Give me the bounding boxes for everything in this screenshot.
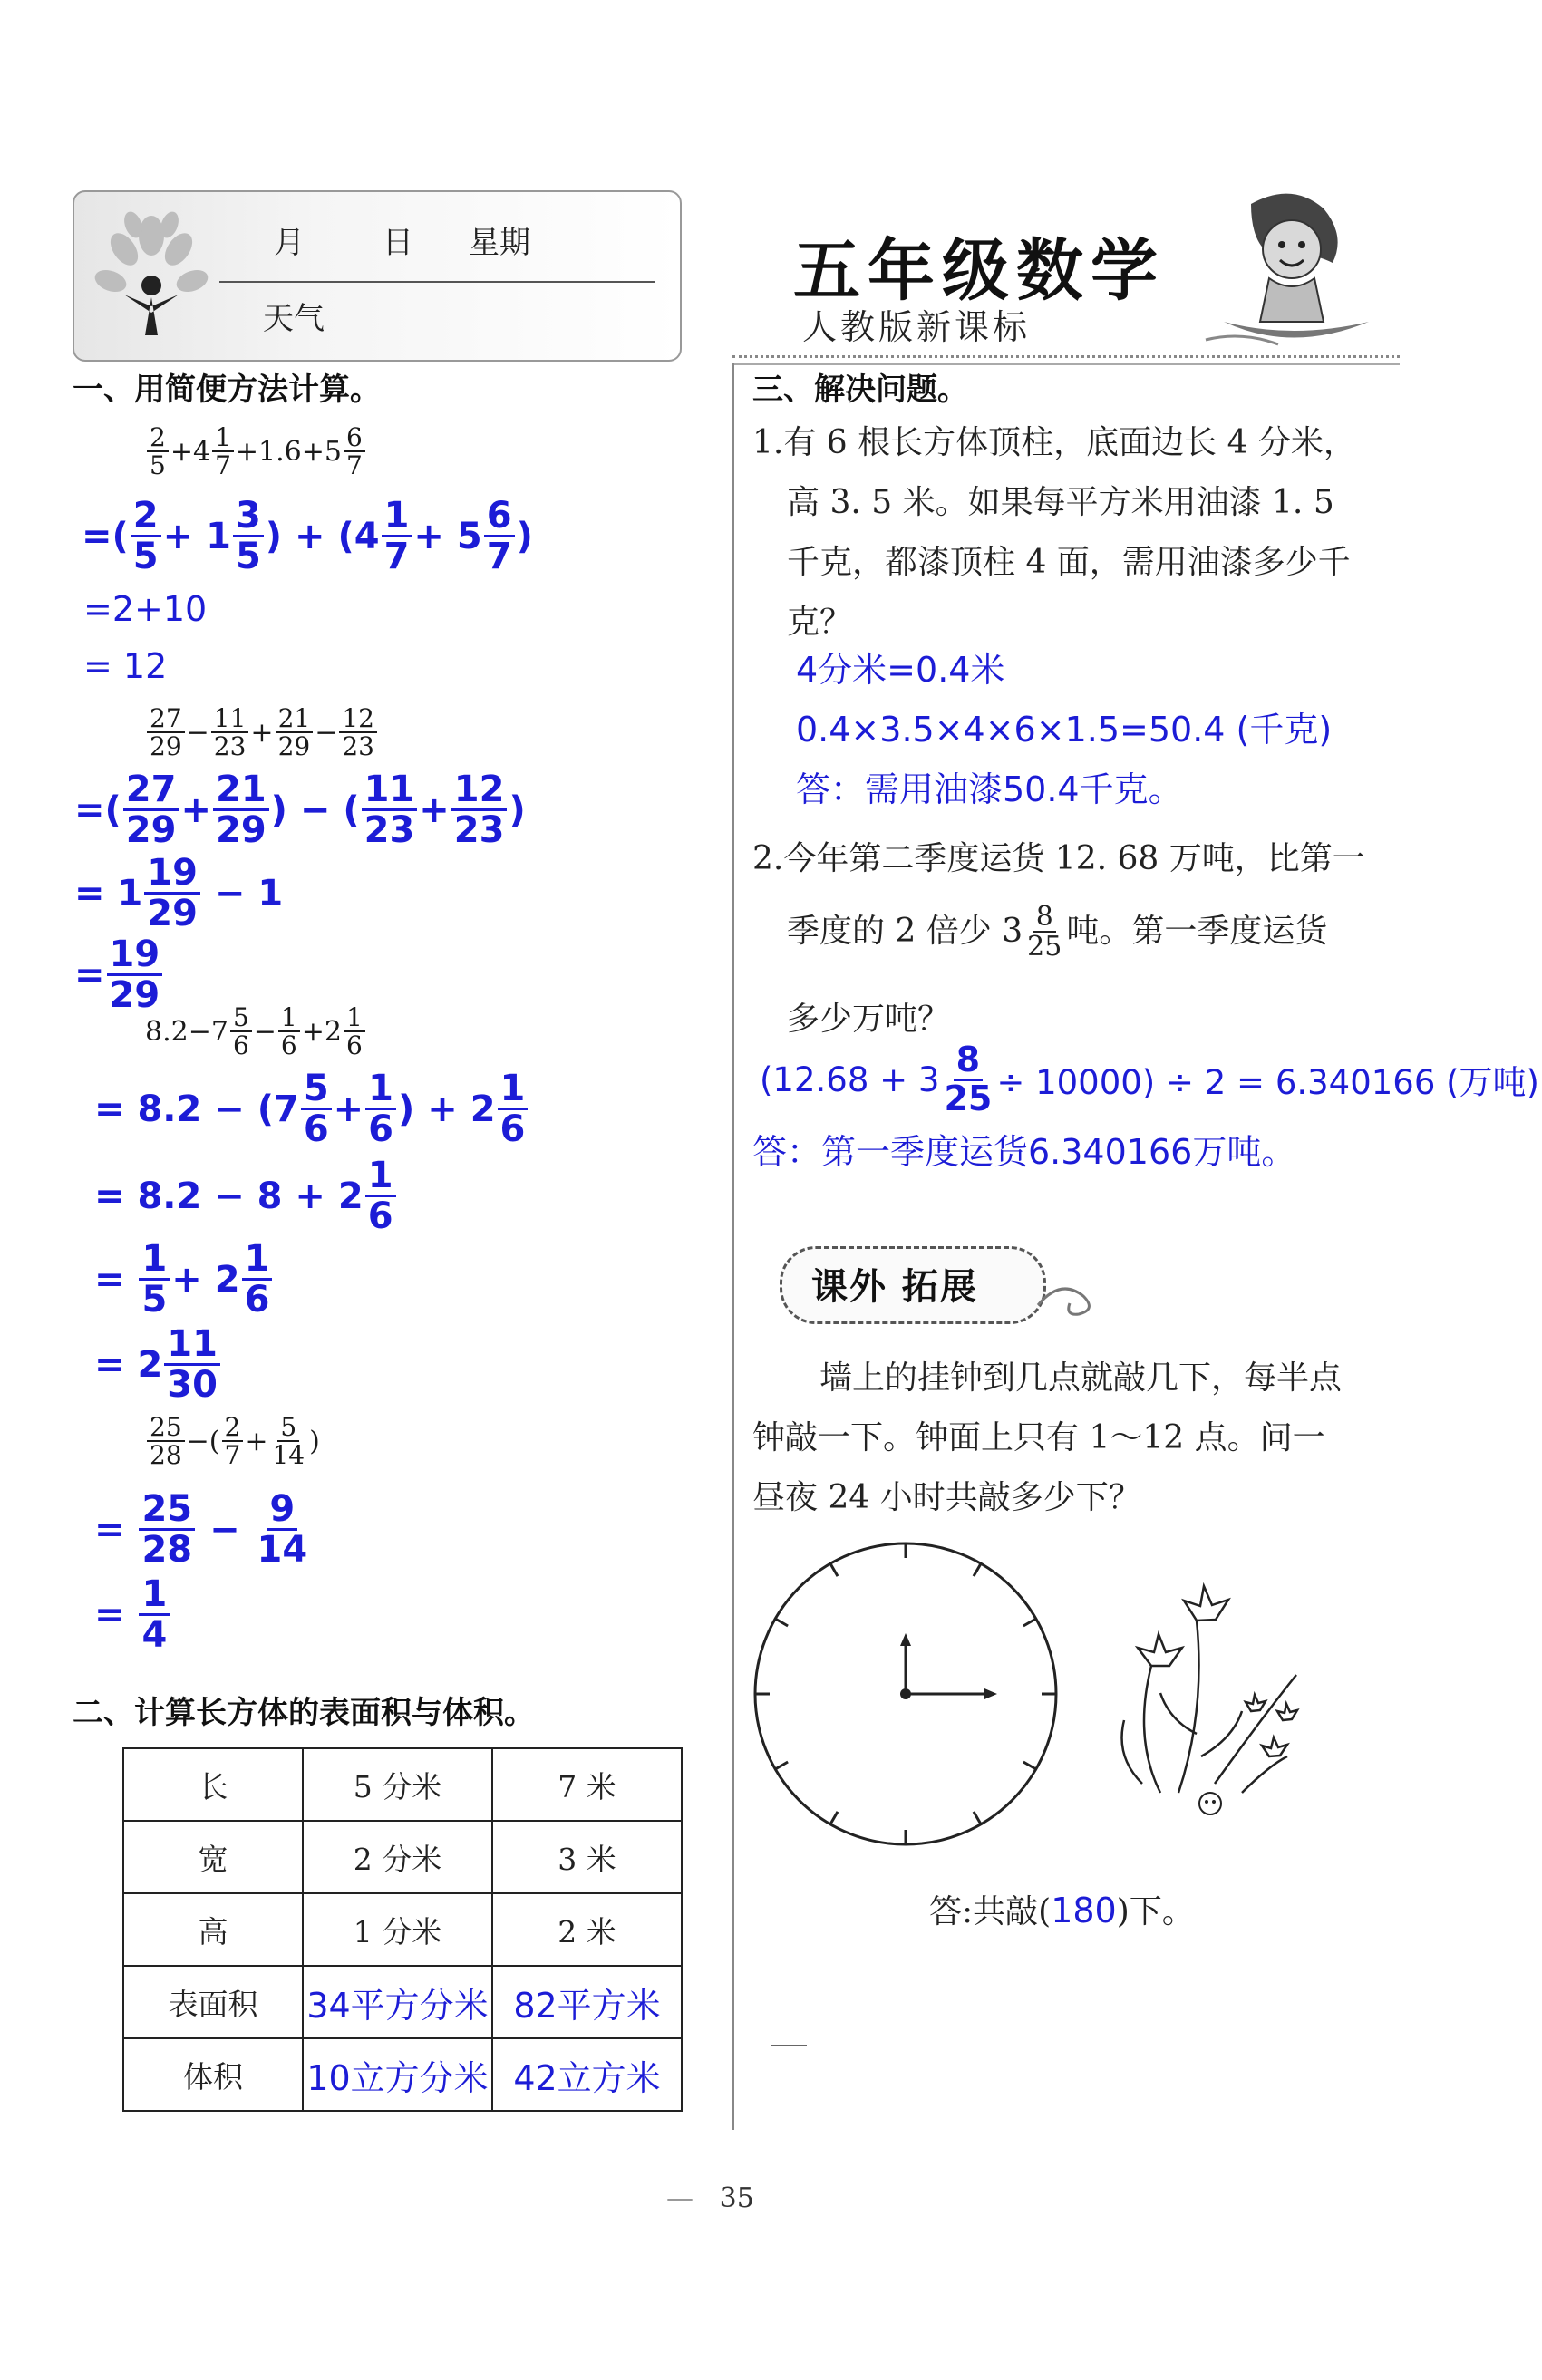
question1-text <box>752 413 1356 653</box>
answer-line: 答：需用油漆50.4千克。 <box>796 769 1183 809</box>
problem2-step3: = $\frac{19}{29}$ <box>74 935 164 1014</box>
problem2-step2: = 1 $\frac{19}{29}$ − 1 <box>74 852 284 934</box>
short-rule <box>771 2045 807 2046</box>
swirl-decoration-icon <box>1033 1269 1106 1323</box>
question2-line3: 多少万吨？ <box>787 1001 951 1038</box>
problem4-step2: = $\frac{1}{4}$ <box>94 1575 171 1654</box>
page-footer <box>666 2182 754 2214</box>
cell-a-answer: 34平方分米 <box>303 1966 492 2038</box>
problem1-question: $\frac{2}{5}$ + 4 $\frac{1}{7}$ + 1.6 + 5 $\frac{6}{7}$ <box>145 424 367 479</box>
question2-answer: 答：第一季度运货6.340166万吨。 <box>752 1132 1296 1172</box>
extension-line: 墙上的挂钟到几点就敲几下，每半点 <box>819 1359 1343 1397</box>
question1-line: 高 3. 5 米。如果每平方米用油漆 1. 5 <box>787 484 1334 521</box>
cuboid-table <box>122 1747 683 2112</box>
problem3-step4: = 2 $\frac{11}{30}$ <box>94 1325 222 1404</box>
book-title: 五年级数学 <box>793 232 1165 310</box>
problem3-question: 8.2 − 7 $\frac{5}{6}$ − $\frac{1}{6}$ + 2 $\frac{1}{6}$ <box>145 1004 367 1059</box>
tree-person-icon <box>83 199 219 353</box>
date-weather-box <box>73 190 682 362</box>
question1-line: 克？ <box>787 604 853 641</box>
extension-answer-value: 180 <box>1051 1891 1117 1930</box>
problem1-step2: =2+10 <box>83 589 208 629</box>
question1-line: 千克，都漆顶柱 4 面，需用油漆多少千 <box>787 544 1351 581</box>
section1-heading: 一、用简便方法计算。 <box>73 372 381 408</box>
cell-a: 5 分米 <box>303 1748 492 1821</box>
row-label: 体积 <box>123 2038 303 2111</box>
footer-dash: — <box>666 2182 693 2214</box>
problem2-step1: = ( $\frac{27}{29}$ + $\frac{21}{29}$ ) − ( $\frac{11}{23}$ + $\frac{12}{23}$ ) <box>74 769 526 851</box>
question1-line: 1.有 6 根长方体顶柱，底面边长 4 分米， <box>752 424 1356 461</box>
cell-b: 3 米 <box>492 1821 682 1893</box>
problem3-step2: = 8.2 − 8 + 2 $\frac{1}{6}$ <box>94 1156 398 1235</box>
problem4-step1: = $\frac{25}{28}$ − $\frac{9}{14}$ <box>94 1488 308 1571</box>
problem3-step1: = 8.2 − ( 7 $\frac{5}{6}$ + $\frac{1}{6}$ ) + 2 $\frac{1}{6}$ <box>94 1069 529 1148</box>
cell-b: 2 米 <box>492 1893 682 1966</box>
question2-line2: 季度的 2 倍少 3 $\frac{8}{25}$ 吨。第一季度运货 <box>787 900 1328 963</box>
question2-line1: 2.今年第二季度运货 12. 68 万吨，比第一 <box>752 840 1365 877</box>
wall-clock-icon <box>751 1539 1061 1849</box>
table-row <box>123 1821 682 1893</box>
table-row <box>123 1893 682 1966</box>
section2-heading: 二、计算长方体的表面积与体积。 <box>73 1695 535 1731</box>
question2-calculation: (12.68 + 3 $\frac{8}{25}$ ÷ 10000) ÷ 2 = 6.340166 (万吨) <box>760 1040 1539 1118</box>
day-label: 日 <box>383 225 413 261</box>
problem3-step3: = $\frac{1}{5}$ + 2 $\frac{1}{6}$ <box>94 1240 274 1319</box>
extension-answer: 答:共敲(180)下。 <box>929 1891 1195 1930</box>
question1-answer <box>796 640 1332 819</box>
row-label: 宽 <box>123 1821 303 1893</box>
weather-label: 天气 <box>263 301 325 337</box>
weekday-label: 星期 <box>469 225 530 261</box>
extension-badge-label: 课外 拓展 <box>811 1266 978 1308</box>
answer-line: 4分米=0.4米 <box>796 650 1005 690</box>
answer-line: 0.4×3.5×4×6×1.5=50.4 (千克) <box>796 710 1333 750</box>
cell-b-answer: 42立方米 <box>492 2038 682 2111</box>
book-subtitle: 人教版新课标 <box>802 307 1032 347</box>
page-number: 35 <box>719 2182 754 2214</box>
table-row <box>123 1748 682 1821</box>
row-label: 长 <box>123 1748 303 1821</box>
extension-text <box>752 1349 1342 1528</box>
column-divider <box>732 363 734 2130</box>
cell-a: 1 分米 <box>303 1893 492 1966</box>
cell-b: 7 米 <box>492 1748 682 1821</box>
problem4-question: $\frac{25}{28}$ − ( $\frac{2}{7}$ + $\frac{5}{14}$ ) <box>145 1414 320 1469</box>
table-row <box>123 2038 682 2111</box>
section3-heading: 三、解决问题。 <box>752 372 968 408</box>
cell-a-answer: 10立方分米 <box>303 2038 492 2111</box>
extension-line: 钟敲一下。钟面上只有 1～12 点。问一 <box>752 1419 1325 1456</box>
problem1-step1: = ( $\frac{2}{5}$ + 1 $\frac{3}{5}$ ) + ( 4 $\frac{1}{7}$ + 5 $\frac{6}{7}$ ) <box>82 495 533 577</box>
extension-line: 昼夜 24 小时共敲多少下？ <box>752 1479 1141 1516</box>
row-label: 表面积 <box>123 1966 303 2038</box>
cell-b-answer: 82平方米 <box>492 1966 682 2038</box>
problem1-step3: = 12 <box>83 646 168 686</box>
table-row <box>123 1966 682 2038</box>
problem2-question: $\frac{27}{29}$ − $\frac{11}{23}$ + $\frac{21}{29}$ − $\frac{12}{23}$ <box>145 705 379 760</box>
date-underline <box>219 281 655 283</box>
row-label: 高 <box>123 1893 303 1966</box>
flower-illustration-icon <box>1106 1575 1314 1829</box>
month-label: 月 <box>274 225 305 261</box>
girl-mascot-icon <box>1188 186 1396 358</box>
cell-a: 2 分米 <box>303 1821 492 1893</box>
